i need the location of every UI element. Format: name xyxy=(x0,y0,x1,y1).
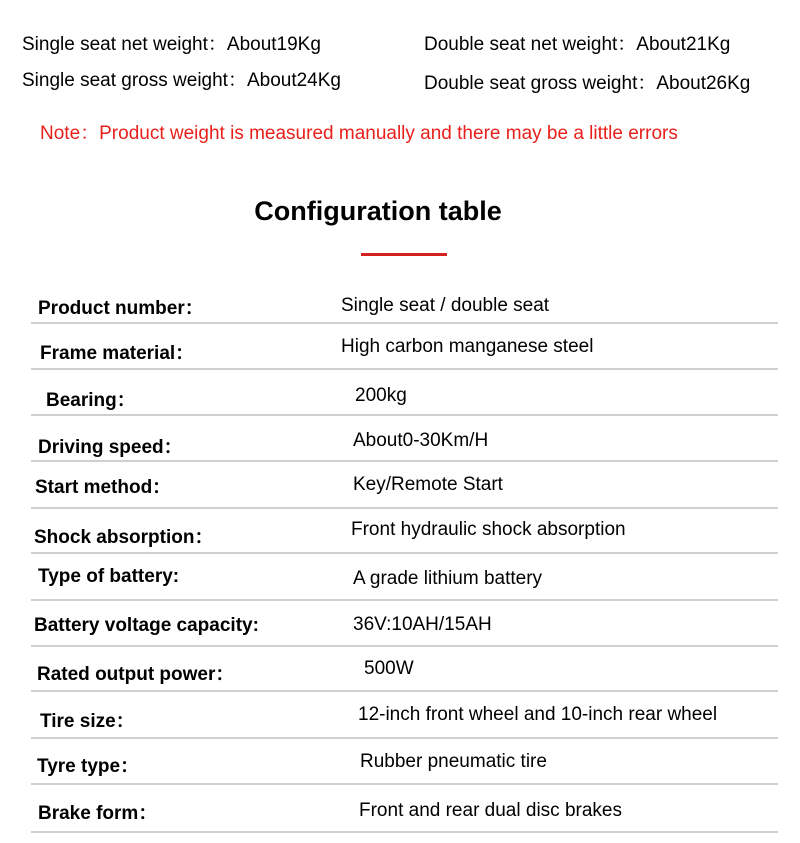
row-value: 12-inch front wheel and 10-inch rear wheel xyxy=(358,704,718,725)
row-divider xyxy=(31,737,778,739)
table-row xyxy=(0,656,800,702)
row-label: Start method： xyxy=(35,477,172,498)
row-label: Tyre type： xyxy=(37,756,140,777)
row-label: Tire size： xyxy=(40,711,135,732)
row-divider xyxy=(31,831,778,833)
row-value: Key/Remote Start xyxy=(353,474,503,495)
row-label: Battery voltage capacity: xyxy=(34,615,259,636)
row-label: Brake form： xyxy=(38,803,158,824)
title-underline xyxy=(361,253,447,256)
table-row xyxy=(0,471,800,517)
row-label: Driving speed： xyxy=(38,437,183,458)
single-seat-gross-weight: Single seat gross weight：About24Kg xyxy=(22,70,341,91)
table-row xyxy=(0,335,800,381)
table-row xyxy=(0,519,800,565)
table-row xyxy=(0,797,800,843)
row-value: Rubber pneumatic tire xyxy=(360,751,547,772)
row-value: 500W xyxy=(364,658,414,679)
row-divider xyxy=(31,368,778,370)
row-value: Single seat / double seat xyxy=(341,295,550,316)
row-label: Product number： xyxy=(38,298,204,319)
row-label: Frame material： xyxy=(40,343,195,364)
table-row xyxy=(0,565,800,611)
table-row xyxy=(0,612,800,658)
row-divider xyxy=(31,645,778,647)
row-value: About0-30Km/H xyxy=(353,430,489,451)
weight-note: Note：Product weight is measured manually and there may be a little errors xyxy=(40,123,678,144)
double-seat-net-weight: Double seat net weight：About21Kg xyxy=(424,34,731,55)
row-divider xyxy=(31,322,778,324)
row-value: A grade lithium battery xyxy=(353,568,543,589)
row-divider xyxy=(31,552,778,554)
row-value: Front hydraulic shock absorption xyxy=(351,519,626,540)
row-label: Rated output power： xyxy=(37,664,235,685)
table-row xyxy=(0,382,800,428)
row-divider xyxy=(31,690,778,692)
row-label: Bearing： xyxy=(46,390,136,411)
page-title: Configuration table xyxy=(254,196,502,226)
row-label: Type of battery: xyxy=(38,566,180,587)
table-row xyxy=(0,290,800,336)
table-row xyxy=(0,749,800,795)
row-value: High carbon manganese steel xyxy=(341,336,594,357)
row-divider xyxy=(31,460,778,462)
row-value: Front and rear dual disc brakes xyxy=(359,800,622,821)
row-value: 36V:10AH/15AH xyxy=(353,614,492,635)
row-divider xyxy=(31,599,778,601)
row-divider xyxy=(31,783,778,785)
row-divider xyxy=(31,414,778,416)
double-seat-gross-weight: Double seat gross weight：About26Kg xyxy=(424,73,751,94)
table-row xyxy=(0,703,800,749)
row-label: Shock absorption： xyxy=(34,527,214,548)
row-value: 200kg xyxy=(355,385,407,406)
row-divider xyxy=(31,507,778,509)
single-seat-net-weight: Single seat net weight：About19Kg xyxy=(22,34,321,55)
table-row xyxy=(0,429,800,475)
